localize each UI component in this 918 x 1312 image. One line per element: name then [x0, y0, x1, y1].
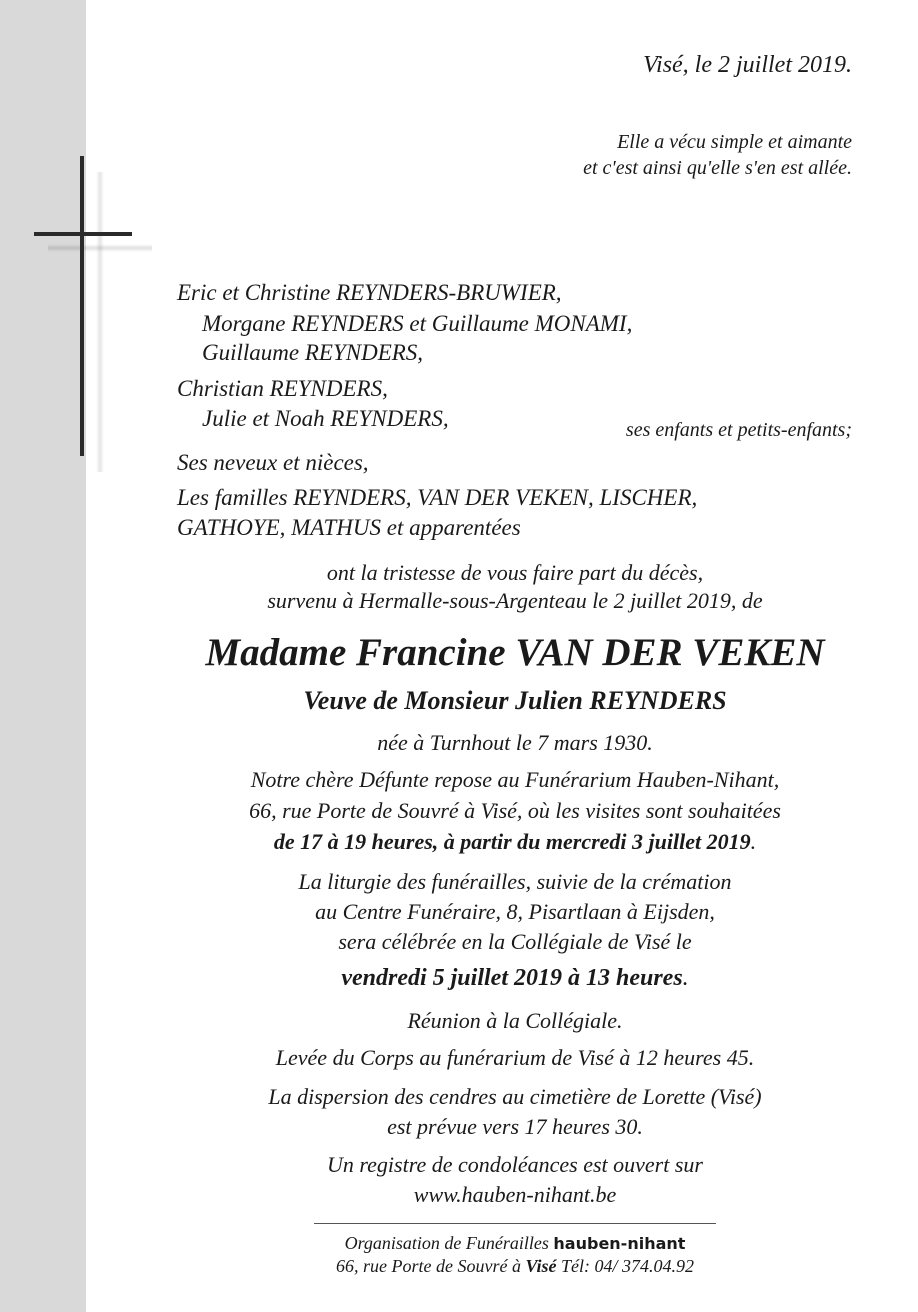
dispersion-line-1: La dispersion des cendres au cimetière de Lorette (Visé)	[268, 1084, 762, 1109]
visitation-hours-end: .	[750, 829, 757, 854]
family-line-4: Christian REYNDERS,	[177, 376, 388, 401]
funeral-date-end: .	[682, 965, 689, 991]
family-line-8: GATHOYE, MATHUS et apparentées	[177, 515, 521, 540]
family-line-3: Guillaume REYNDERS,	[202, 340, 424, 365]
family-line-5: Julie et Noah REYNDERS,	[202, 406, 449, 431]
left-gray-band	[0, 0, 86, 1312]
footer-address-city: Visé	[525, 1256, 557, 1276]
footer-divider	[314, 1223, 716, 1224]
visitation-line-1: Notre chère Défunte repose au Funérarium Hauben-Nihant,	[250, 767, 780, 792]
footer-address-prefix: 66, rue Porte de Souvré à	[336, 1256, 526, 1276]
family-line-2: Morgane REYNDERS et Guillaume MONAMI,	[202, 311, 633, 336]
funeral-line-2: au Centre Funéraire, 8, Pisartlaan à Eijsden,	[315, 899, 715, 924]
footer-organisation	[314, 1233, 716, 1254]
funeral-date	[120, 965, 910, 992]
funeral-line-3: sera célébrée en la Collégiale de Visé le	[338, 929, 692, 954]
notice-date: Visé, le 2 juillet 2019.	[643, 52, 852, 78]
family-line-6: Ses neveux et nièces,	[177, 450, 369, 475]
quote-line-2: et c'est ainsi qu'elle s'en est allée.	[583, 157, 852, 179]
family-line-7: Les familles REYNDERS, VAN DER VEKEN, LISCHER,	[177, 485, 698, 510]
family-relation: ses enfants et petits-enfants;	[625, 419, 852, 441]
register-url: www.hauben-nihant.be	[413, 1182, 617, 1207]
funeral-date-bold: vendredi 5 juillet 2019 à 13 heures	[341, 965, 683, 991]
register-line-1: Un registre de condoléances est ouvert sur	[327, 1152, 703, 1177]
brand-logo: hauben-nihant	[553, 1234, 686, 1253]
announcement-line-2: survenu à Hermalle-sous-Argenteau le 2 juillet 2019, de	[267, 588, 763, 613]
visitation-line-2: 66, rue Porte de Souvré à Visé, où les visites sont souhaitées	[249, 798, 781, 823]
deceased-name: Madame Francine VAN DER VEKEN	[205, 631, 825, 674]
visitation-hours	[120, 829, 910, 855]
visitation-hours-bold: de 17 à 19 heures, à partir du mercredi 3 juillet 2019	[273, 829, 751, 854]
meeting-info: Réunion à la Collégiale.	[407, 1008, 623, 1033]
footer-org-prefix: Organisation de Funérailles	[344, 1233, 554, 1253]
birth-info: née à Turnhout le 7 mars 1930.	[377, 730, 653, 755]
announcement-line-1: ont la tristesse de vous faire part du décès,	[326, 560, 704, 585]
family-line-1: Eric et Christine REYNDERS-BRUWIER,	[177, 280, 562, 305]
footer-phone: Tél: 04/ 374.04.92	[556, 1256, 694, 1276]
widow-of: Veuve de Monsieur Julien REYNDERS	[303, 686, 727, 715]
levee-info: Levée du Corps au funérarium de Visé à 12 heures 45.	[275, 1045, 755, 1070]
quote-line-1: Elle a vécu simple et aimante	[617, 131, 852, 153]
dispersion-line-2: est prévue vers 17 heures 30.	[387, 1114, 643, 1139]
footer-address	[250, 1256, 780, 1277]
funeral-line-1: La liturgie des funérailles, suivie de la crémation	[298, 869, 732, 894]
